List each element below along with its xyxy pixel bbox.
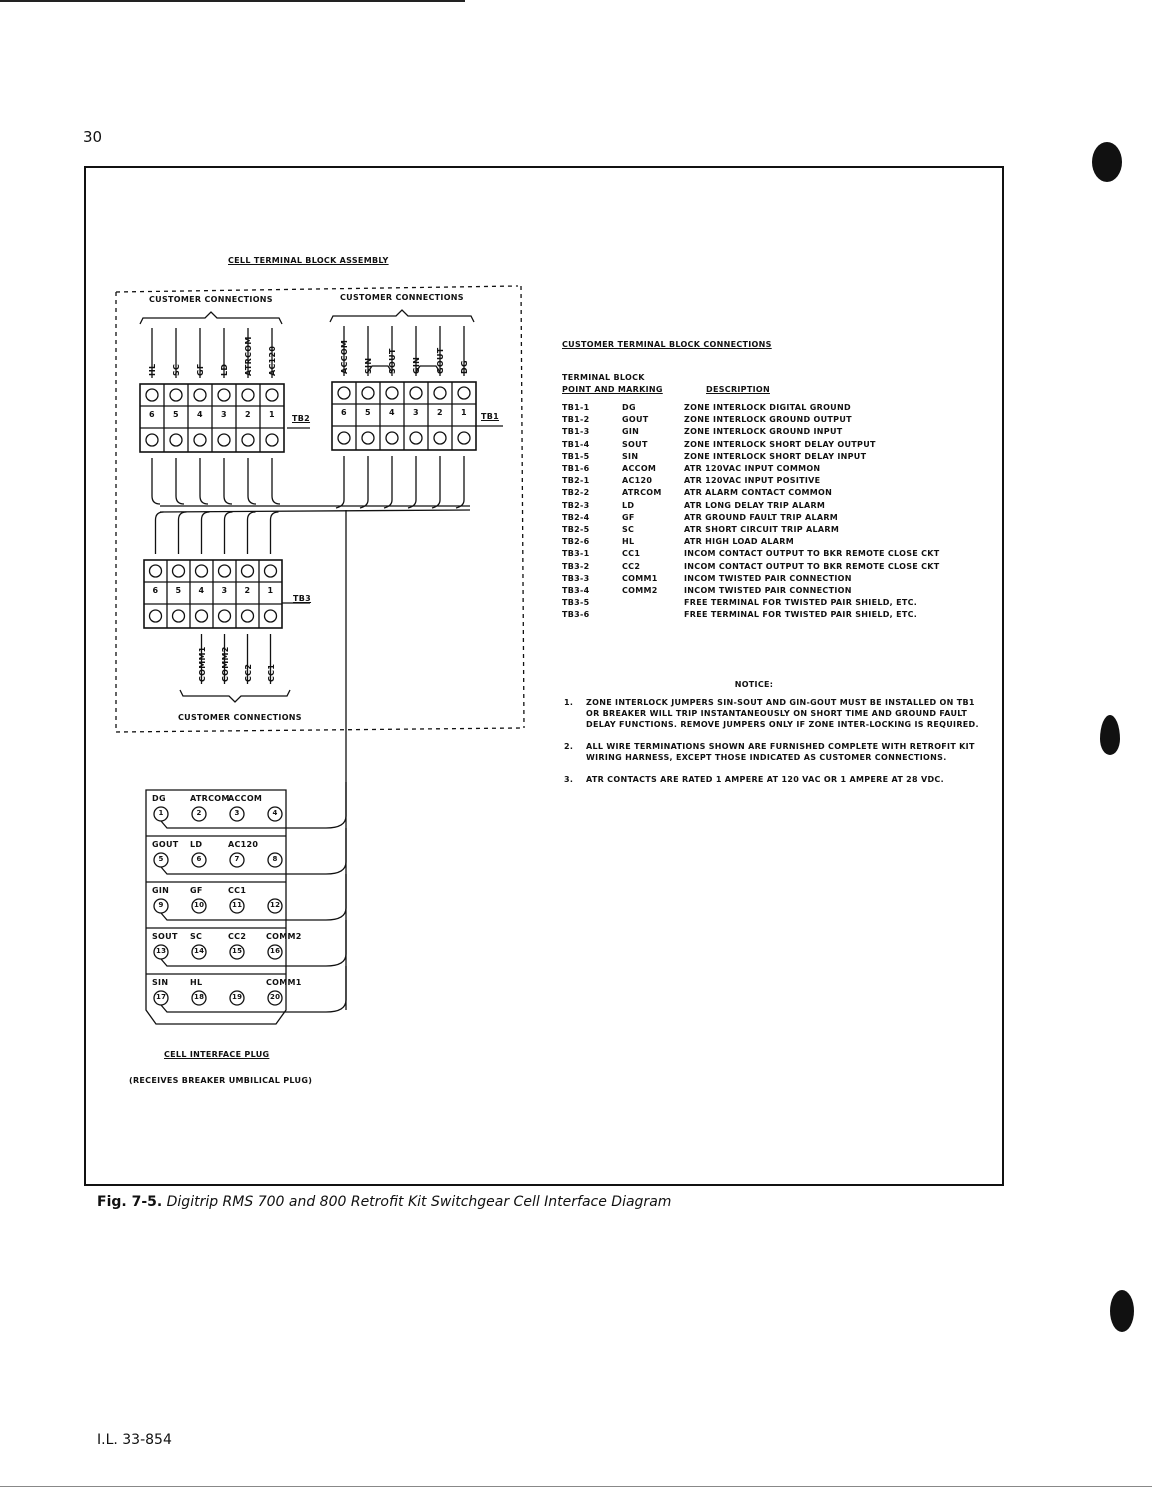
notice-item-text: ZONE INTERLOCK JUMPERS SIN-SOUT AND GIN-GOUT MUST BE INSTALLED ON TB1 OR BREAKER WILL TRIP INSTANTANEOUSLY ON SHORT TIME AND GROUND FAULT DELAY FUNCTIONS. REMOVE JUMPERS ONLY IF ZONE INTER-LOCKING IS REQUIRED. [586,698,979,729]
plug-pin-label: SOUT [152,932,178,941]
table-head-1b: POINT AND MARKING [562,385,663,394]
table-cell-description: FREE TERMINAL FOR TWISTED PAIR SHIELD, ETC. [684,610,918,620]
table-row [562,536,940,548]
table-cell-point: TB2-4 [562,512,590,522]
harness-wire [456,456,464,508]
tb1-screw-bottom [434,432,446,444]
plug-pin-number: 7 [234,855,240,863]
table-cell-marking: GF [622,512,635,522]
tb1-number: 5 [365,408,371,417]
table-cell-description: ATR LONG DELAY TRIP ALARM [684,500,826,510]
table-row [562,487,940,499]
table-cell-marking: AC120 [622,476,653,486]
customer-connections-label: CUSTOMER CONNECTIONS [178,713,302,722]
notice-item [564,741,984,763]
plug-pin-label: GIN [152,886,170,895]
tb1-label: TB1 [481,412,500,421]
tb3-wire-label: COMM1 [197,646,207,682]
notice-item-text: ALL WIRE TERMINATIONS SHOWN ARE FURNISHED COMPLETE WITH RETROFIT KIT WIRING HARNESS, EXCEPT THOSE INDICATED AS CUSTOMER CONNECTIONS. [586,742,975,762]
table-row [562,414,940,426]
table-cell-marking: DG [622,403,636,412]
tb3-screw-top [219,565,231,577]
table-row [562,426,940,438]
tb1-number: 6 [341,408,347,417]
table-cell-point: TB2-5 [562,525,590,535]
table-head-2: DESCRIPTION [706,385,770,394]
tb1-screw-top [386,387,398,399]
tb2-number: 6 [149,410,155,419]
tb2-wire-label: GF [196,363,205,376]
tb1-number: 1 [461,408,467,417]
plug-pin-number: 15 [232,947,243,955]
harness-wire [272,458,280,504]
tb3-screw-bottom [173,610,185,622]
table-cell-point: TB1-6 [562,464,590,474]
brace [330,310,474,322]
notice-item-number: 2. [564,742,574,751]
table-row [562,512,940,524]
brace [140,312,282,324]
tb3-number: 5 [175,586,182,595]
tb1-wire-label: GOUT [436,347,445,374]
plug-title: CELL INTERFACE PLUG [164,1050,270,1059]
bottom-rule [0,1486,1152,1487]
terminal-connections-table [562,402,940,622]
harness-wire [152,458,160,504]
tb3-label: TB3 [293,594,312,603]
plug-pin-label: GF [190,886,203,895]
tb1-wire-label: GIN [412,356,421,374]
tb2-number: 3 [221,410,227,419]
table-cell-point: TB1-2 [562,415,590,425]
table-cell-description: INCOM CONTACT OUTPUT TO BKR REMOTE CLOSE CKT [684,561,940,571]
table-cell-point: TB1-4 [562,439,590,449]
table-cell-description: ZONE INTERLOCK SHORT DELAY OUTPUT [684,439,876,449]
table-cell-description: ATR SHORT CIRCUIT TRIP ALARM [684,525,840,535]
harness-wire [224,458,232,504]
tb2-wire-label: AC120 [268,345,277,376]
plug-pin-number: 5 [158,855,164,863]
table-row [562,402,940,414]
plug-pin-number: 9 [158,901,164,909]
tb3-screw-bottom [219,610,231,622]
table-cell-description: ZONE INTERLOCK DIGITAL GROUND [684,403,851,412]
tb1-number: 2 [437,408,443,417]
assembly-outline [116,728,520,732]
table-cell-marking: ATRCOM [622,488,662,498]
tb3-wire-label: CC1 [266,663,276,682]
table-row [562,548,940,560]
plug-pin-label: LD [190,840,203,849]
table-row [562,451,940,463]
table-row [562,500,940,512]
table-cell-point: TB2-2 [562,488,590,498]
table-cell-description: ATR HIGH LOAD ALARM [684,537,795,547]
table-cell-point: TB1-3 [562,427,590,437]
table-cell-description: ATR 120VAC INPUT COMMON [684,464,821,474]
plug-subtitle: (RECEIVES BREAKER UMBILICAL PLUG) [129,1076,313,1085]
table-cell-description: ZONE INTERLOCK GROUND OUTPUT [684,415,852,425]
footer-doc-id: I.L. 33-854 [97,1432,172,1448]
table-cell-point: TB3-2 [562,561,590,571]
plug-pin-label: CC2 [228,932,247,941]
table-cell-marking: SIN [622,451,639,461]
tb3-screw-bottom [242,610,254,622]
plug-pin-number: 20 [270,993,281,1001]
table-cell-point: TB1-5 [562,451,590,461]
table-cell-marking: LD [622,500,635,510]
table-cell-description: ATR ALARM CONTACT COMMON [684,488,833,498]
tb2-screw-bottom [218,434,230,446]
plug-wire [161,920,346,966]
tb2-screw-bottom [266,434,278,446]
table-cell-description: INCOM TWISTED PAIR CONNECTION [684,586,852,596]
tb3-screw-bottom [265,610,277,622]
tb2-wire-label: SC [172,363,181,376]
table-row [562,463,940,475]
tb2-label: TB2 [292,414,311,423]
notice-item [564,697,984,730]
table-row [562,597,940,609]
brace [180,690,290,702]
table-cell-marking: COMM1 [622,573,658,583]
harness-wire [336,456,344,508]
tb1-screw-top [458,387,470,399]
plug-pin-number: 6 [196,855,202,863]
plug-pin-label: COMM1 [266,978,302,987]
tb1-wire-label: SIN [364,357,373,374]
harness-wire [432,456,440,508]
tb3-screw-top [196,565,208,577]
tb3-screw-bottom [196,610,208,622]
table-cell-description: ATR 120VAC INPUT POSITIVE [684,476,821,486]
plug-pin-number: 4 [272,809,278,817]
harness-wire [225,512,233,554]
plug-pin-number: 8 [272,855,278,863]
plug-pin-number: 14 [194,947,205,955]
harness-wire [202,512,210,554]
tb3-number: 3 [221,586,228,595]
table-cell-point: TB2-3 [562,500,590,510]
tb3-number: 6 [152,586,159,595]
harness-wire [408,456,416,508]
tb2-screw-bottom [170,434,182,446]
table-cell-point: TB3-4 [562,586,590,596]
table-cell-description: ATR GROUND FAULT TRIP ALARM [684,512,839,522]
tb2-number: 2 [245,410,251,419]
table-row [562,439,940,451]
table-row [562,475,940,487]
plug-pin-label: COMM2 [266,932,302,941]
table-cell-marking [622,597,684,609]
table-cell-marking: ACCOM [622,464,657,474]
table-row [562,573,940,585]
tb1-screw-top [338,387,350,399]
customer-connections-label: CUSTOMER CONNECTIONS [149,295,273,304]
table-cell-description: FREE TERMINAL FOR TWISTED PAIR SHIELD, ETC. [684,598,918,608]
tb2-screw-bottom [194,434,206,446]
tb2-screw-top [242,389,254,401]
table-cell-description: INCOM TWISTED PAIR CONNECTION [684,573,852,583]
table-cell-description: INCOM CONTACT OUTPUT TO BKR REMOTE CLOSE CKT [684,549,940,559]
plug-pin-label: SIN [152,978,169,987]
tb2-screw-bottom [242,434,254,446]
tb1-wire-label: ACCOM [340,339,349,374]
table-row [562,585,940,597]
tb1-screw-top [434,387,446,399]
plug-pin-number: 18 [194,993,205,1001]
table-cell-point: TB3-3 [562,573,590,583]
plug-pin-label: HL [190,978,203,987]
table-cell-point: TB3-1 [562,549,590,559]
table-row [562,524,940,536]
plug-pin-label: DG [152,794,166,803]
tb1-screw-bottom [338,432,350,444]
plug-pin-number: 1 [158,809,164,817]
tb3-screw-top [265,565,277,577]
table-cell-description: ZONE INTERLOCK SHORT DELAY INPUT [684,451,867,461]
table-cell-marking: CC2 [622,561,641,571]
harness-wire [360,456,368,508]
table-cell-marking: SC [622,525,635,535]
tb3-wire-label: CC2 [243,663,253,682]
figure-caption [97,1194,671,1210]
plug-pin-label: CC1 [228,886,247,895]
tb2-screw-top [218,389,230,401]
tb3-number: 2 [244,586,251,595]
tb1-screw-top [410,387,422,399]
plug-pin-number: 19 [232,993,243,1001]
harness-wire [176,458,184,504]
table-title: CUSTOMER TERMINAL BLOCK CONNECTIONS [562,340,772,349]
table-cell-description: ZONE INTERLOCK GROUND INPUT [684,427,843,437]
plug-wire [161,966,346,1012]
table-cell-marking [622,609,684,621]
tb3-wire-label: COMM2 [220,646,230,682]
table-cell-point: TB3-5 [562,598,590,608]
tb2-screw-bottom [146,434,158,446]
notice-item-text: ATR CONTACTS ARE RATED 1 AMPERE AT 120 VAC OR 1 AMPERE AT 28 VDC. [586,775,944,784]
tb2-screw-top [170,389,182,401]
harness-wire [200,458,208,504]
harness-wire [384,456,392,508]
tb1-screw-bottom [386,432,398,444]
plug-pin-number: 16 [270,947,281,955]
table-head-1: TERMINAL BLOCK [562,373,645,382]
caption-title: Digitrip RMS 700 and 800 Retrofit Kit Switchgear Cell Interface Diagram [166,1194,672,1210]
plug-pin-number: 2 [196,809,202,817]
table-row [562,609,940,621]
tb2-screw-top [146,389,158,401]
table-cell-point: TB3-6 [562,610,590,620]
tb2-wire-label: ATRCOM [244,336,253,376]
tb2-wire-label: HL [148,363,157,376]
notice-item-number: 1. [564,698,574,707]
tb3-screw-top [150,565,162,577]
plug-body [146,790,286,1024]
harness-wire [271,512,279,554]
plug-pin-number: 12 [270,901,281,909]
plug-pin-number: 10 [194,901,205,909]
table-cell-marking: SOUT [622,439,648,449]
tb2-number: 5 [173,410,179,419]
table-cell-marking: GOUT [622,415,649,425]
tb1-wire-label: DG [460,360,469,374]
table-row [562,561,940,573]
tb3-screw-top [173,565,185,577]
caption-fig: Fig. 7-5. [97,1194,163,1210]
tb1-screw-bottom [410,432,422,444]
table-cell-marking: GIN [622,427,640,437]
plug-pin-number: 11 [232,901,243,909]
tb1-number: 4 [389,408,395,417]
plug-pin-label: AC120 [228,840,259,849]
tb1-number: 3 [413,408,419,417]
tb1-screw-bottom [458,432,470,444]
tb1-screw-top [362,387,374,399]
tb1-screw-bottom [362,432,374,444]
plug-pin-number: 13 [156,947,167,955]
notice-block [564,680,984,796]
tb1-wire-label: SOUT [388,348,397,374]
page-number: 30 [83,128,103,146]
harness-wire [179,512,187,554]
table-cell-marking: CC1 [622,549,641,559]
harness-wire [248,458,256,504]
table-cell-marking: COMM2 [622,586,658,596]
tb2-number: 1 [269,410,275,419]
notice-item-number: 3. [564,775,574,784]
table-cell-marking: HL [622,537,635,547]
notice-title: NOTICE: [734,680,774,689]
tb2-wire-label: LD [220,363,229,376]
table-cell-point: TB2-1 [562,476,590,486]
table-cell-point: TB2-6 [562,537,590,547]
plug-pin-label: ACCOM [228,794,263,803]
plug-wire [158,874,346,920]
harness-wire [248,512,256,554]
assembly-outline [116,286,518,292]
plug-wire [158,828,346,874]
plug-pin-number: 3 [234,809,240,817]
tb2-screw-top [194,389,206,401]
tb3-screw-bottom [150,610,162,622]
tb2-number: 4 [197,410,203,419]
tb3-number: 1 [267,586,274,595]
plug-pin-label: ATRCOM [190,794,230,803]
plug-pin-label: SC [190,932,203,941]
notice-item [564,774,984,785]
tb2-screw-top [266,389,278,401]
plug-pin-number: 17 [156,993,167,1001]
assembly-outline [521,286,524,728]
tb3-screw-top [242,565,254,577]
table-cell-point: TB1-1 [562,403,590,412]
harness-wire [156,512,164,554]
assembly-title: CELL TERMINAL BLOCK ASSEMBLY [228,256,389,265]
plug-pin-label: GOUT [152,840,179,849]
tb3-number: 4 [198,586,205,595]
customer-connections-label: CUSTOMER CONNECTIONS [340,293,464,302]
